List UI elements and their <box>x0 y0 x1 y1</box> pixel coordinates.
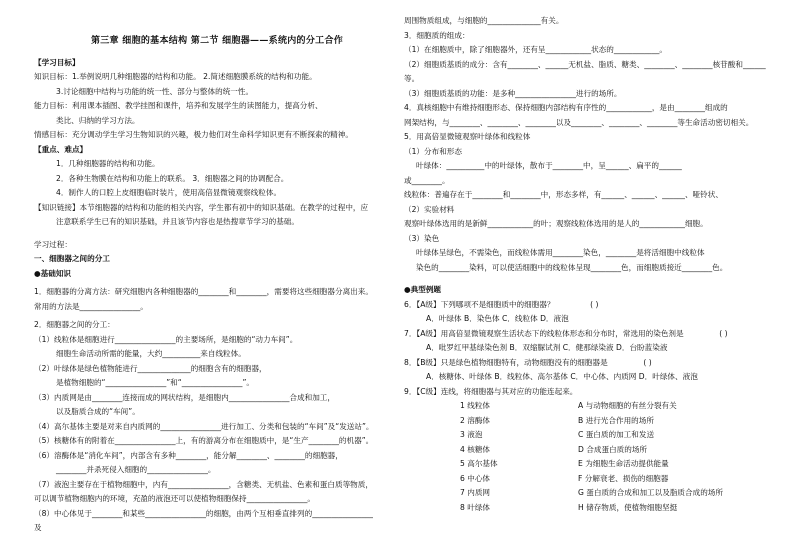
question-line <box>404 341 776 356</box>
organelle-item[interactable]: 5 高尔基体 <box>460 459 498 468</box>
organelle-item[interactable]: 6 中心体 <box>460 473 491 483</box>
question-line <box>404 385 776 400</box>
text-line: （3）染色 <box>404 233 440 243</box>
match-row <box>404 472 776 487</box>
text-line: 1．细胞器的分离方法：研究细胞内各种细胞器的________和________，需要将这些细胞器分离出来。 <box>34 287 373 296</box>
function-item[interactable]: H 储存物质，使植物细胞坚挺 <box>578 502 678 512</box>
text-line: ________并杀死侵入细胞的________________。 <box>56 465 216 474</box>
question-text: A．吡罗红甲基绿染色剂 B．双缩脲试剂 C．健那绿染液 D．台盼蓝染液 <box>426 343 668 352</box>
text-line: 线粒体：普遍存在于________和________中，形态多样，有______、______、______、哑铃状、 <box>404 190 723 199</box>
answer-paren[interactable]: ( ) <box>719 328 728 338</box>
text-line: （3）细胞质基质的功能：是多种________________进行的场所。 <box>404 88 622 98</box>
organelle-item[interactable]: 1 线粒体 <box>460 401 491 410</box>
text-line: 网架结构，与________、________、________以及________、________、________等生命活动密切相关。 <box>404 117 754 127</box>
question-text: A．核糖体、叶绿体 B．线粒体、高尔基体 C．中心体、内质网 D．叶绿体、液泡 <box>426 372 698 381</box>
right-lines <box>404 14 776 275</box>
text-line: 常用的方法是________________。 <box>34 301 148 311</box>
match-row <box>404 414 776 429</box>
matching-table <box>404 399 776 515</box>
text-line: （6）溶酶体是“消化车间”，内部含有多种________，能分解________、________的细胞器， <box>34 450 343 460</box>
match-row <box>404 428 776 443</box>
text-line: 【知识链接】本节细胞器的结构和功能的相关内容，学生都有初中的知识基础。在教学的过程中，应 <box>34 202 369 212</box>
organelle-item[interactable]: 4 核糖体 <box>460 444 491 454</box>
text-line: 观察叶绿体选用的是新鲜____________的叶；观察线粒体选用的是人的____________细胞。 <box>404 219 708 228</box>
left-lines <box>34 56 400 536</box>
text-line: （2）实验材料 <box>404 204 455 214</box>
text-line: 5．用高倍显微镜观察叶绿体和线粒体 <box>404 132 531 141</box>
answer-paren[interactable]: ( ) <box>643 357 652 367</box>
text-line: 学习过程： <box>34 239 72 249</box>
function-item[interactable]: F 分解衰老、损伤的细胞器 <box>578 473 669 483</box>
question-text: 7．【A级】用高倍显微镜观察生活状态下的线粒体形态和分布时，常选用的染色剂是 <box>404 328 684 338</box>
text-line: （1）在细胞质中，除了细胞器外，还有呈____________状态的____________。 <box>404 45 668 54</box>
text-line: （2）细胞质基质的成分：含有________、______无机盐、脂质、糖类、________、________核苷酸和______ <box>404 59 766 69</box>
text-line: 4．真核细胞中有维持细胞形态、保持细胞内部结构有序性的____________，是由________组成的 <box>404 103 728 112</box>
question-text: 9．【C级】连线，将细胞器与其对应的功能连起来。 <box>404 386 578 396</box>
text-line: 类比、归纳的学习方法。 <box>56 115 140 125</box>
match-row <box>404 457 776 472</box>
text-line: 3.讨论细胞中结构与功能的统一性、部分与整体的统一性。 <box>56 86 254 96</box>
text-line: 染色的________染料，可以使活细胞中的线粒体呈现________色，而细胞质接近________色。 <box>416 262 728 272</box>
function-item[interactable]: C 蛋白质的加工和发送 <box>578 430 655 439</box>
section-heading: 【重点、难点】 <box>34 144 88 154</box>
text-line: 3．细胞质的组成： <box>404 30 470 40</box>
text-line: 2．各种生物膜在结构和功能上的联系。 3．细胞器之间的协调配合。 <box>56 173 289 183</box>
question-text: 6．【A级】下列哪项不是细胞质中的细胞器？ <box>404 299 555 309</box>
organelle-item[interactable]: 7 内质网 <box>460 488 491 497</box>
text-line: （7）液泡主要存在于植物细胞中，内有________________，含糖类、无机盐、色素和蛋白质等物质， <box>34 479 373 489</box>
section-heading: 【学习目标】 <box>34 57 80 67</box>
text-line: 细胞生命活动所需的能量，大约__________来自线粒体。 <box>56 349 246 358</box>
question-lines <box>404 298 776 400</box>
answer-paren[interactable]: ( ) <box>590 299 599 309</box>
function-item[interactable]: D 合成蛋白质的场所 <box>578 444 648 454</box>
text-line: （1）分布和形态 <box>404 146 462 156</box>
text-line: 注意联系学生已有的知识基础，并且该节内容也是热搜章节学习的基础。 <box>56 217 299 226</box>
function-item[interactable]: B 进行光合作用的场所 <box>578 415 654 425</box>
text-line: 知识目标：1.举例说明几种细胞器的结构和功能。 2.简述细胞膜系统的结构和功能。 <box>34 72 317 81</box>
text-line: 及 <box>34 523 42 532</box>
match-row <box>404 399 776 414</box>
text-line: （1）线粒体是细胞进行________________的主要场所，是细胞的“动力车间”。 <box>34 334 298 344</box>
text-line: 情感目标：充分调动学生学习生物知识的兴趣，极力他们对生命科学知识更有不断探索的精神。 <box>34 130 353 139</box>
text-line: 周围物质组成，与细胞的______________有关。 <box>404 16 564 25</box>
organelle-item[interactable]: 2 溶酶体 <box>460 415 491 425</box>
text-line: 叶绿体呈绿色，不需染色，而线粒体需用________染色，________是将活细胞中线粒体 <box>416 248 705 257</box>
function-item[interactable]: A 与动物细胞的有丝分裂有关 <box>578 401 677 410</box>
page-title: 第三章 细胞的基本结构 第二节 细胞器——系统内的分工合作 <box>90 36 344 46</box>
left-column <box>34 0 400 536</box>
question-text: A．叶绿体 B．染色体 C．线粒体 D．液泡 <box>426 314 569 323</box>
text-line: 是植物细胞的“________________”和“________________”。 <box>56 378 254 387</box>
text-line: （5）核糖体有的附着在________________上，有的游离分布在细胞质中，是“生产________的机器”。 <box>34 436 374 445</box>
organelle-item[interactable]: 8 叶绿体 <box>460 502 491 512</box>
text-line: 4．制作人的口腔上皮细胞临时装片，使用高倍显微镜观察线粒体。 <box>56 188 282 197</box>
text-line: （2）叶绿体是绿色植物能进行______________的细胞含有的细胞器， <box>34 363 267 373</box>
text-line: 2．细胞器之间的分工： <box>34 320 115 329</box>
question-line <box>404 312 776 327</box>
text-line: （4）高尔基体主要是对来自内质网的________________进行加工、分类和包装的“车间”及“发送站”。 <box>34 421 374 431</box>
organelle-item[interactable]: 3 液泡 <box>460 430 483 439</box>
text-line: 叶绿体：__________中的叶绿体，散布于________中，呈______、扁平的______ <box>416 161 682 170</box>
function-item[interactable]: E 为细胞生命活动提供能量 <box>578 459 669 468</box>
match-row <box>404 501 776 516</box>
section-heading: 一、细胞器之间的分工 <box>34 254 110 263</box>
section-heading: ●基础知识 <box>34 268 72 278</box>
question-text: 8．【B级】只是绿色植物细胞特有，动物细胞没有的细胞器是 <box>404 357 608 367</box>
question-line <box>404 356 776 371</box>
text-line: 以及脂质合成的“车间”。 <box>56 407 140 416</box>
question-line <box>404 298 776 313</box>
examples-heading: ●典型例题 <box>404 285 442 294</box>
text-line: （3）内质网是由________连接而成的网状结构，是细胞内________________合成和加工， <box>34 392 335 402</box>
text-line: 或________。 <box>404 175 450 185</box>
text-line: 等。 <box>404 74 420 83</box>
question-line <box>404 370 776 385</box>
text-line: （8）中心体见于________和某些________________的细胞，由两个互相垂直排列的________________ <box>34 508 373 518</box>
match-row <box>404 443 776 458</box>
function-item[interactable]: G 蛋白质的合成和加工以及脂质合成的场所 <box>578 488 723 497</box>
text-line: 能力目标：利用课本插图、教学挂图和课件，培养和发展学生的读图能力，提高分析、 <box>34 101 323 110</box>
question-line <box>404 327 776 342</box>
right-column <box>404 0 776 515</box>
text-line: 可以调节植物细胞内的环境，充盈的液泡还可以使植物细胞保持________________。 <box>34 494 315 503</box>
text-line: 1．几种细胞器的结构和功能。 <box>56 159 160 168</box>
match-row <box>404 486 776 501</box>
